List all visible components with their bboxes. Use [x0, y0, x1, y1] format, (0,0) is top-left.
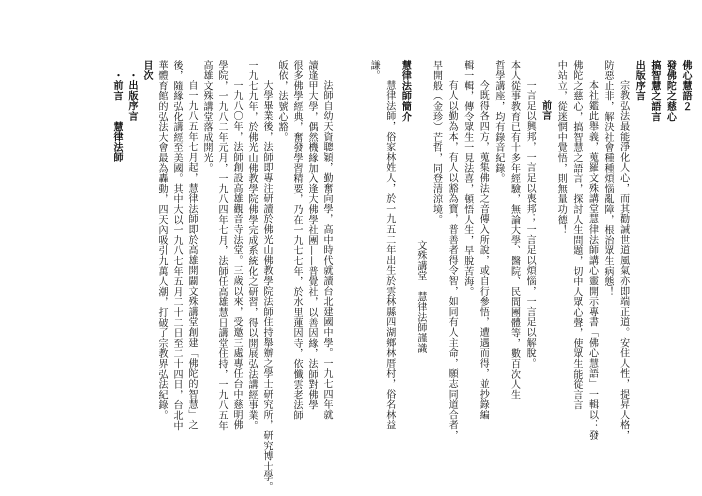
heading-column: 搞智慧之語言: [648, 60, 660, 122]
text-column: 法師自幼天資聰穎，勤奮向學，高中時代就讀台北建國中學。一九七四年就: [321, 80, 332, 420]
heading-column: 佛心慧語２: [680, 60, 691, 112]
text-column: 佛陀之慈心，搞智慧之語言，探討人生問題，切中人眾心聲，使眾生能從言言: [570, 60, 582, 411]
text-column: 早開般（金珍）芒哲，同登清涼境。: [430, 60, 442, 225]
heading-column: ・出版序言: [126, 70, 137, 122]
text-column: 一言足以興邦，一言足以喪邦；一言足以煩惱，一言足以解脫。: [524, 80, 536, 369]
heading-column: 出版序言: [633, 60, 645, 102]
heading-column: ・前言 慧律法師: [111, 70, 122, 163]
text-column: 哲學講座，均有錄音紀錄。: [492, 60, 504, 184]
text-column: 華體育館的弘法大會最為轟動，四天內吸引九萬人潮，打破了宗教界弘法紀錄。: [156, 60, 167, 421]
text-column: 很多佛學經典，奮發學習精要，乃在一九七七年，於水里蓮因寺，依懺雲老法師: [291, 60, 302, 421]
left-text-block: [105, 0, 333, 496]
text-column: 慧律法師，俗家林姓人，於一九五二年出生於雲林縣四湖鄉林厝村，俗名林益: [383, 80, 395, 431]
text-column: 自一九八五年七月起，慧律法師即於高雄開闢文殊講堂創建「佛陀的智慧」之: [186, 80, 197, 431]
text-column: 高雄文殊講堂落成開光。: [201, 60, 212, 174]
text-column: 讀逢甲大學，偶然機緣加入逢大佛學社團——普覺社，以善因緣，法師對佛學: [306, 60, 317, 411]
text-column: 宗教弘法最能淨化人心，而其勸誡世道風氣亦即端正道。安住人性，提昇人格，: [617, 80, 629, 441]
text-column: 今既得各四方，蒐集佛法之音傳入所說，或自行參悟，遭遇而得，並抄錄編: [477, 80, 489, 420]
heading-column: 前言: [539, 100, 551, 121]
text-column: 本社鑑此舉義，蒐羅文殊講堂慧律法師講心靈開示專書「佛心慧語」一輯以：發: [586, 80, 598, 441]
heading-column: 目次: [141, 60, 152, 81]
text-column: 防惡止非，解決社會種種煩惱亂障，根治眾生病態！: [602, 60, 614, 297]
text-column: 大學畢業後，法師即專注研讀於佛光山佛教學院法師住持舉辦之學士研究所，研究博士學。: [261, 80, 272, 492]
heading-column: 發佛陀之慈心: [664, 60, 676, 122]
text-column: 輯一輯，傳令眾生一見法喜，頓悟人生，早脫苦海。: [461, 60, 473, 297]
heading-column: 慧律法師簡介: [399, 60, 411, 122]
text-column: 文殊講堂 慧律法師謹識: [414, 240, 426, 354]
text-column: 謙。: [368, 60, 380, 81]
text-column: 後，隨緣弘化講經至美國。其中大以一九八七年五月二十二日至二十四日，台北中: [171, 60, 182, 431]
text-column: 中站立，從迷惘中覺悟，則無量功德！: [555, 60, 567, 236]
text-column: 學院，一九八二年元月，一九八四年七月，法師任高雄慧日講堂住持，一九八五年: [216, 60, 227, 431]
text-column: 皈依，法號心豁。: [276, 60, 287, 143]
text-column: 本人從事教育已有十多年經驗，無論大學、醫院、民間團體等，數百次人生: [508, 60, 520, 400]
text-column: 一九七九年，於佛光山佛教學院佛學完成系統化之研習，得以開展弘法講經事業。: [246, 60, 257, 431]
text-column: 有人以勤為本，有人以豁為寶，普善者得令智，如同有人主命，願志同道合者，: [446, 80, 458, 441]
right-text-block: [362, 0, 692, 496]
text-column: 一九八〇年，法師創設高雄觀音寺法堂。三歲以來，受邀三處專任台中慈明佛: [231, 80, 242, 431]
